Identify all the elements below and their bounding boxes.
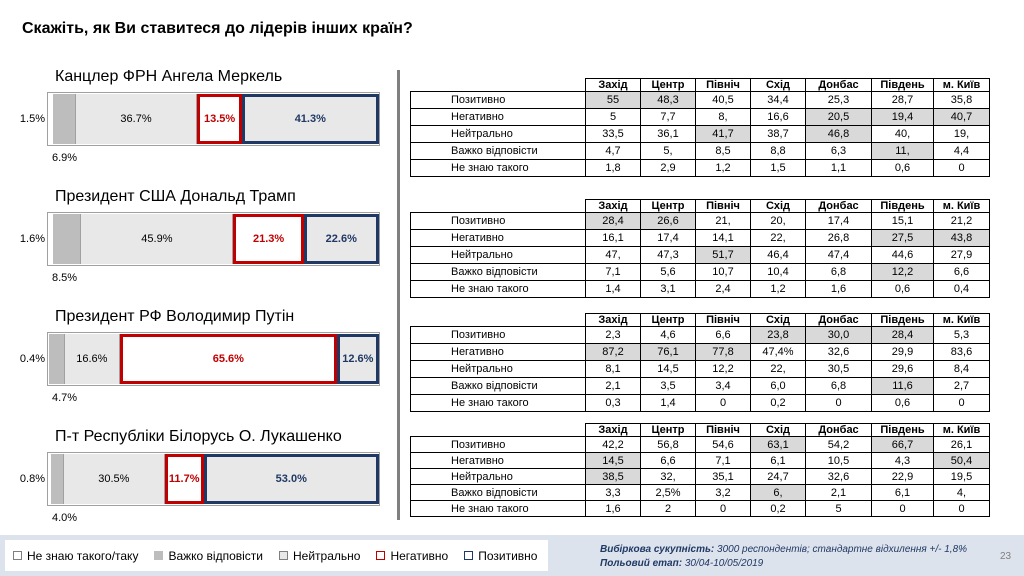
table-cell: 2,1 bbox=[586, 378, 641, 395]
table-header: Південь bbox=[872, 200, 934, 213]
bar-segment-neutral: 45.9% bbox=[81, 214, 233, 264]
bar-label-hard-to-say: 4.0% bbox=[52, 512, 78, 524]
table-cell: 5,6 bbox=[641, 264, 696, 281]
bar-segment-hard-to-say bbox=[49, 334, 65, 384]
table-cell: 41,7 bbox=[696, 126, 751, 143]
table-cell: 14,5 bbox=[641, 361, 696, 378]
table-cell: 19,4 bbox=[872, 109, 934, 126]
table-cell: 8,4 bbox=[934, 361, 990, 378]
stacked-bar bbox=[47, 332, 380, 386]
row-label: Негативно bbox=[411, 109, 586, 126]
table-cell: 26,1 bbox=[934, 437, 990, 453]
table-cell: 43,8 bbox=[934, 230, 990, 247]
table-cell: 27,9 bbox=[934, 247, 990, 264]
leader-name: Президент США Дональд Трамп bbox=[55, 188, 296, 205]
row-label: Позитивно bbox=[411, 92, 586, 109]
table-cell: 11, bbox=[872, 143, 934, 160]
table-cell: 17,4 bbox=[806, 213, 872, 230]
table-cell: 2,3 bbox=[586, 327, 641, 344]
table-cell: 1,6 bbox=[586, 501, 641, 517]
leader-name: П-т Республіки Білорусь О. Лукашенко bbox=[55, 428, 342, 445]
table-header: Центр bbox=[641, 424, 696, 437]
table-cell: 30,0 bbox=[806, 327, 872, 344]
table-header: Захід bbox=[586, 424, 641, 437]
table-cell: 35,1 bbox=[696, 469, 751, 485]
table-cell: 7,1 bbox=[586, 264, 641, 281]
table-cell: 26,8 bbox=[806, 230, 872, 247]
stage-note bbox=[600, 558, 763, 569]
row-label: Нейтрально bbox=[411, 247, 586, 264]
bar-segment-negative: 11.7% bbox=[165, 454, 204, 504]
row-label: Нейтрально bbox=[411, 126, 586, 143]
table-cell: 14,1 bbox=[696, 230, 751, 247]
table-cell: 1,4 bbox=[641, 395, 696, 412]
table-row bbox=[411, 378, 990, 395]
bar-segment-negative: 21.3% bbox=[233, 214, 304, 264]
bar-segment-neutral: 30.5% bbox=[64, 454, 165, 504]
table-header: м. Київ bbox=[934, 314, 990, 327]
table-cell: 0,6 bbox=[872, 395, 934, 412]
vertical-divider bbox=[397, 70, 400, 520]
region-table bbox=[410, 78, 990, 177]
table-cell: 87,2 bbox=[586, 344, 641, 361]
table-cell: 0,2 bbox=[751, 395, 806, 412]
table-cell: 7,1 bbox=[696, 453, 751, 469]
table-row bbox=[411, 230, 990, 247]
table-cell: 11,6 bbox=[872, 378, 934, 395]
table-cell: 34,4 bbox=[751, 92, 806, 109]
table-row bbox=[411, 92, 990, 109]
row-label: Важко відповісти bbox=[411, 264, 586, 281]
row-label: Позитивно bbox=[411, 327, 586, 344]
legend-item bbox=[13, 549, 138, 563]
table-cell: 32,6 bbox=[806, 469, 872, 485]
table-row bbox=[411, 501, 990, 517]
table-cell: 26,6 bbox=[641, 213, 696, 230]
table-cell: 6,3 bbox=[806, 143, 872, 160]
table-row bbox=[411, 469, 990, 485]
table-cell: 2,7 bbox=[934, 378, 990, 395]
table-cell: 6, bbox=[751, 485, 806, 501]
legend-label: Нейтрально bbox=[293, 548, 361, 563]
table-cell: 76,1 bbox=[641, 344, 696, 361]
legend-label: Позитивно bbox=[478, 548, 538, 563]
table-cell: 66,7 bbox=[872, 437, 934, 453]
table-cell: 50,4 bbox=[934, 453, 990, 469]
table-cell: 10,7 bbox=[696, 264, 751, 281]
bar-segment-positive: 22.6% bbox=[304, 214, 379, 264]
stage-text: 30/04-10/05/2019 bbox=[684, 558, 764, 569]
table-cell: 63,1 bbox=[751, 437, 806, 453]
row-label: Негативно bbox=[411, 344, 586, 361]
table-cell: 6,1 bbox=[751, 453, 806, 469]
bar-segment-neutral: 16.6% bbox=[65, 334, 120, 384]
table-cell: 28,4 bbox=[586, 213, 641, 230]
row-label: Не знаю такого bbox=[411, 281, 586, 298]
table-cell: 27,5 bbox=[872, 230, 934, 247]
table-header: Схід bbox=[751, 200, 806, 213]
table-cell: 22, bbox=[751, 361, 806, 378]
table-header: м. Київ bbox=[934, 200, 990, 213]
table-cell: 8,1 bbox=[586, 361, 641, 378]
table-cell: 0,6 bbox=[872, 281, 934, 298]
row-label: Негативно bbox=[411, 453, 586, 469]
table-cell: 47,3 bbox=[641, 247, 696, 264]
table-row bbox=[411, 485, 990, 501]
table-cell: 23,8 bbox=[751, 327, 806, 344]
table-cell: 0,6 bbox=[872, 160, 934, 177]
table-cell: 2,5% bbox=[641, 485, 696, 501]
table-cell: 6,6 bbox=[641, 453, 696, 469]
legend-item bbox=[154, 549, 263, 563]
legend-item bbox=[376, 549, 448, 563]
table-cell: 2 bbox=[641, 501, 696, 517]
table-cell: 1,8 bbox=[586, 160, 641, 177]
table-header: Північ bbox=[696, 200, 751, 213]
table-cell: 15,1 bbox=[872, 213, 934, 230]
row-label: Важко відповісти bbox=[411, 143, 586, 160]
bar-label-dont-know: 1.6% bbox=[19, 233, 45, 245]
row-label: Важко відповісти bbox=[411, 485, 586, 501]
table-cell: 0 bbox=[872, 501, 934, 517]
bar-label-dont-know: 1.5% bbox=[19, 113, 45, 125]
row-label: Позитивно bbox=[411, 437, 586, 453]
table-header: Схід bbox=[751, 314, 806, 327]
table-cell: 56,8 bbox=[641, 437, 696, 453]
table-cell: 8,8 bbox=[751, 143, 806, 160]
table-cell: 6,8 bbox=[806, 264, 872, 281]
table-cell: 12,2 bbox=[696, 361, 751, 378]
stage-label: Польовий етап: bbox=[600, 558, 683, 569]
table-header: Захід bbox=[586, 314, 641, 327]
legend-label: Важко відповісти bbox=[168, 548, 264, 563]
row-label: Позитивно bbox=[411, 213, 586, 230]
bar-segment-hard-to-say bbox=[51, 454, 64, 504]
table-cell: 12,2 bbox=[872, 264, 934, 281]
table-header: Центр bbox=[641, 79, 696, 92]
sample-note bbox=[600, 544, 967, 555]
legend-swatch bbox=[279, 551, 288, 560]
legend-label: Не знаю такого/таку bbox=[27, 548, 139, 563]
table-row bbox=[411, 264, 990, 281]
table-row bbox=[411, 361, 990, 378]
leader-name: Президент РФ Володимир Путін bbox=[55, 308, 295, 325]
table-header: Центр bbox=[641, 200, 696, 213]
table-header: Схід bbox=[751, 79, 806, 92]
table-cell: 17,4 bbox=[641, 230, 696, 247]
table-cell: 47,4 bbox=[806, 247, 872, 264]
table-row bbox=[411, 395, 990, 412]
table-cell: 54,2 bbox=[806, 437, 872, 453]
leader-block bbox=[0, 188, 400, 308]
row-label: Не знаю такого bbox=[411, 160, 586, 177]
table-cell: 21,2 bbox=[934, 213, 990, 230]
row-label: Нейтрально bbox=[411, 469, 586, 485]
legend-swatch bbox=[464, 551, 473, 560]
row-label: Негативно bbox=[411, 230, 586, 247]
table-row bbox=[411, 143, 990, 160]
table-cell: 6,8 bbox=[806, 378, 872, 395]
table-cell: 35,8 bbox=[934, 92, 990, 109]
table-cell: 22, bbox=[751, 230, 806, 247]
table-cell: 40, bbox=[872, 126, 934, 143]
table-cell: 46,8 bbox=[806, 126, 872, 143]
table-cell: 5,3 bbox=[934, 327, 990, 344]
table-cell: 40,7 bbox=[934, 109, 990, 126]
table-cell: 3,5 bbox=[641, 378, 696, 395]
table-corner bbox=[411, 314, 586, 327]
bar-segment-positive: 12.6% bbox=[337, 334, 379, 384]
table-cell: 7,7 bbox=[641, 109, 696, 126]
table-header: м. Київ bbox=[934, 424, 990, 437]
table-cell: 32, bbox=[641, 469, 696, 485]
table-row bbox=[411, 126, 990, 143]
table-cell: 30,5 bbox=[806, 361, 872, 378]
bar-segment-positive: 53.0% bbox=[204, 454, 379, 504]
table-cell: 3,4 bbox=[696, 378, 751, 395]
table-cell: 8,5 bbox=[696, 143, 751, 160]
table-header: Донбас bbox=[806, 424, 872, 437]
table-cell: 20,5 bbox=[806, 109, 872, 126]
table-cell: 20, bbox=[751, 213, 806, 230]
table-cell: 0,2 bbox=[751, 501, 806, 517]
table-corner bbox=[411, 79, 586, 92]
row-label: Не знаю такого bbox=[411, 395, 586, 412]
table-cell: 6,6 bbox=[934, 264, 990, 281]
table-cell: 47, bbox=[586, 247, 641, 264]
table-corner bbox=[411, 200, 586, 213]
table-cell: 47,4% bbox=[751, 344, 806, 361]
table-corner bbox=[411, 424, 586, 437]
table-cell: 1,2 bbox=[751, 281, 806, 298]
table-cell: 77,8 bbox=[696, 344, 751, 361]
table-cell: 6,1 bbox=[872, 485, 934, 501]
table-cell: 48,3 bbox=[641, 92, 696, 109]
table-cell: 40,5 bbox=[696, 92, 751, 109]
bar-label-hard-to-say: 6.9% bbox=[52, 152, 78, 164]
bar-segment-hard-to-say bbox=[53, 214, 81, 264]
table-cell: 1,4 bbox=[586, 281, 641, 298]
leader-name: Канцлер ФРН Ангела Меркель bbox=[55, 68, 283, 85]
table-cell: 10,4 bbox=[751, 264, 806, 281]
table-cell: 0 bbox=[934, 395, 990, 412]
table-header: Захід bbox=[586, 79, 641, 92]
table-cell: 14,5 bbox=[586, 453, 641, 469]
table-row bbox=[411, 213, 990, 230]
chart-legend bbox=[5, 540, 548, 571]
stacked-bar bbox=[47, 92, 380, 146]
bar-segment-neutral: 36.7% bbox=[76, 94, 197, 144]
table-header: Північ bbox=[696, 314, 751, 327]
table-cell: 36,1 bbox=[641, 126, 696, 143]
table-row bbox=[411, 453, 990, 469]
table-cell: 6,0 bbox=[751, 378, 806, 395]
table-header: Південь bbox=[872, 314, 934, 327]
table-cell: 44,6 bbox=[872, 247, 934, 264]
legend-swatch bbox=[13, 551, 22, 560]
table-cell: 6,6 bbox=[696, 327, 751, 344]
table-cell: 5, bbox=[641, 143, 696, 160]
table-cell: 4, bbox=[934, 485, 990, 501]
table-cell: 0 bbox=[696, 501, 751, 517]
page-number: 23 bbox=[1000, 551, 1012, 562]
table-cell: 54,6 bbox=[696, 437, 751, 453]
table-header: Схід bbox=[751, 424, 806, 437]
table-cell: 0,3 bbox=[586, 395, 641, 412]
table-cell: 19,5 bbox=[934, 469, 990, 485]
table-cell: 29,9 bbox=[872, 344, 934, 361]
table-header: Донбас bbox=[806, 79, 872, 92]
table-cell: 1,1 bbox=[806, 160, 872, 177]
table-cell: 83,6 bbox=[934, 344, 990, 361]
table-cell: 46,4 bbox=[751, 247, 806, 264]
legend-item bbox=[279, 549, 360, 563]
table-cell: 16,1 bbox=[586, 230, 641, 247]
table-cell: 4,3 bbox=[872, 453, 934, 469]
table-header: Південь bbox=[872, 424, 934, 437]
table-cell: 3,3 bbox=[586, 485, 641, 501]
table-cell: 2,4 bbox=[696, 281, 751, 298]
table-cell: 0 bbox=[806, 395, 872, 412]
table-cell: 10,5 bbox=[806, 453, 872, 469]
stacked-bar bbox=[47, 452, 380, 506]
table-cell: 3,2 bbox=[696, 485, 751, 501]
region-table bbox=[410, 199, 990, 298]
table-header: Донбас bbox=[806, 314, 872, 327]
row-label: Важко відповісти bbox=[411, 378, 586, 395]
table-cell: 8, bbox=[696, 109, 751, 126]
leader-block bbox=[0, 428, 400, 548]
table-header: м. Київ bbox=[934, 79, 990, 92]
row-label: Не знаю такого bbox=[411, 501, 586, 517]
table-cell: 4,6 bbox=[641, 327, 696, 344]
region-table bbox=[410, 423, 990, 517]
table-row bbox=[411, 344, 990, 361]
bar-label-hard-to-say: 4.7% bbox=[52, 392, 78, 404]
table-cell: 5 bbox=[586, 109, 641, 126]
table-header: Донбас bbox=[806, 200, 872, 213]
table-cell: 1,2 bbox=[696, 160, 751, 177]
table-cell: 2,1 bbox=[806, 485, 872, 501]
table-header: Північ bbox=[696, 424, 751, 437]
table-cell: 42,2 bbox=[586, 437, 641, 453]
table-header: Захід bbox=[586, 200, 641, 213]
table-cell: 55 bbox=[586, 92, 641, 109]
table-cell: 22,9 bbox=[872, 469, 934, 485]
table-cell: 1,6 bbox=[806, 281, 872, 298]
table-cell: 0,4 bbox=[934, 281, 990, 298]
table-cell: 4,7 bbox=[586, 143, 641, 160]
table-cell: 3,1 bbox=[641, 281, 696, 298]
bar-label-hard-to-say: 8.5% bbox=[52, 272, 78, 284]
table-cell: 5 bbox=[806, 501, 872, 517]
bar-segment-negative: 65.6% bbox=[120, 334, 337, 384]
table-cell: 28,7 bbox=[872, 92, 934, 109]
table-cell: 0 bbox=[934, 501, 990, 517]
table-row bbox=[411, 247, 990, 264]
table-cell: 1,5 bbox=[751, 160, 806, 177]
table-cell: 19, bbox=[934, 126, 990, 143]
table-cell: 32,6 bbox=[806, 344, 872, 361]
legend-label: Негативно bbox=[390, 548, 449, 563]
table-row bbox=[411, 437, 990, 453]
table-cell: 16,6 bbox=[751, 109, 806, 126]
row-label: Нейтрально bbox=[411, 361, 586, 378]
table-cell: 25,3 bbox=[806, 92, 872, 109]
sample-label: Вибіркова сукупність: bbox=[600, 544, 715, 555]
table-cell: 4,4 bbox=[934, 143, 990, 160]
table-cell: 28,4 bbox=[872, 327, 934, 344]
leader-block bbox=[0, 308, 400, 428]
table-cell: 38,5 bbox=[586, 469, 641, 485]
legend-swatch bbox=[376, 551, 385, 560]
table-header: Південь bbox=[872, 79, 934, 92]
table-cell: 51,7 bbox=[696, 247, 751, 264]
table-row bbox=[411, 327, 990, 344]
legend-item bbox=[464, 549, 537, 563]
region-table bbox=[410, 313, 990, 412]
table-cell: 38,7 bbox=[751, 126, 806, 143]
table-cell: 0 bbox=[934, 160, 990, 177]
bar-segment-negative: 13.5% bbox=[197, 94, 242, 144]
bar-label-dont-know: 0.8% bbox=[19, 473, 45, 485]
table-row bbox=[411, 281, 990, 298]
legend-swatch bbox=[154, 551, 163, 560]
bar-segment-hard-to-say bbox=[53, 94, 76, 144]
table-row bbox=[411, 160, 990, 177]
bar-label-dont-know: 0.4% bbox=[19, 353, 45, 365]
table-cell: 0 bbox=[696, 395, 751, 412]
table-row bbox=[411, 109, 990, 126]
bar-segment-positive: 41.3% bbox=[242, 94, 379, 144]
table-cell: 2,9 bbox=[641, 160, 696, 177]
stacked-bar bbox=[47, 212, 380, 266]
table-header: Північ bbox=[696, 79, 751, 92]
table-cell: 21, bbox=[696, 213, 751, 230]
sample-text: 3000 респондентів; стандартне відхилення +/- 1,8% bbox=[717, 544, 968, 555]
page-title: Скажіть, як Ви ставитеся до лідерів інших країн? bbox=[22, 20, 413, 37]
leader-block bbox=[0, 68, 400, 188]
table-cell: 29,6 bbox=[872, 361, 934, 378]
table-cell: 33,5 bbox=[586, 126, 641, 143]
table-cell: 24,7 bbox=[751, 469, 806, 485]
table-header: Центр bbox=[641, 314, 696, 327]
